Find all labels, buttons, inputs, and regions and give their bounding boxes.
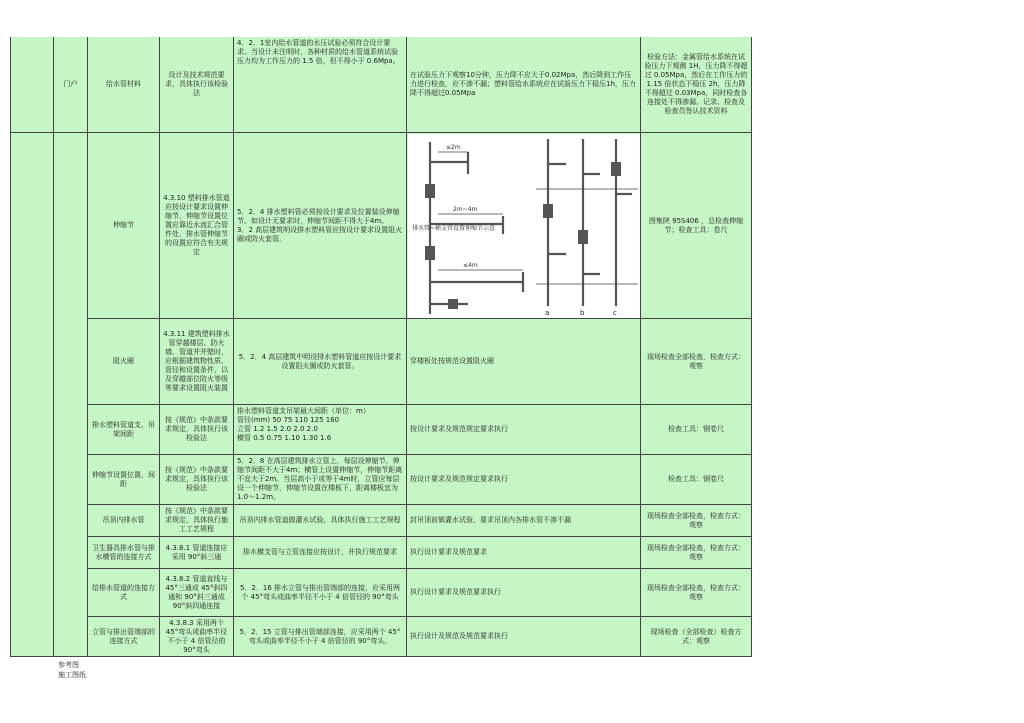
row4-method: 按设计要求及规范规定要求执行 (407, 405, 641, 455)
row5-requirement: 5．2．8 在高层建筑排水立管上，每层设伸缩节，伸缩节间距不大于4m；横管上设置伸缩节，伸缩节距离不宜大于2m。当层高小于或等于4m时，立管应每层设一个伸缩节，伸缩节设置在楼板下，距离楼板宜为1.0～1.2m。 (234, 455, 407, 505)
row9-standard: 4.3.8.3 采用两个 45°弯头或曲率半径不小于 4 倍管径的 90°弯头 (160, 617, 234, 657)
row7-item: 卫生器具排水管与排水横管的连接方式 (88, 537, 160, 569)
row1-method: 在试验压力下观察10分钟，压力降不应大于0.02Mpa，然后降到工作压力进行检查，应不渗不漏；塑料管给水系统应在试验压力下稳压1h，压力降不得超过0.05Mpa (407, 37, 641, 133)
row5-standard: 按《规范》中条款要求规定，具体执行该检验法 (160, 455, 234, 505)
row9-inspection: 现场检查（全部检查）检查方式：观察 (641, 617, 752, 657)
row5-method: 按设计要求及规范规定要求执行 (407, 455, 641, 505)
row2-standard: 4.3.10 塑料排水管道应按设计要求设置伸缩节，伸缩节设置位置应靠近水流汇合管件处，排水管伸缩节的设置应符合有关规定 (160, 133, 234, 319)
row3-method: 穿楼板处按规范设置阻火圈 (407, 319, 641, 405)
row2-requirement: 5．2．4 排水塑料管必须按设计要求及位置装设伸缩节。如设计无要求时，伸缩节间距不得大于4m。 3．2 高层建筑明设排水塑料管应按设计要求设置阻火圈或防火套管。 (234, 133, 407, 319)
row1-standard: 设计及技术规范要求，具体执行该检验法 (160, 37, 234, 133)
row2-item: 伸缩节 (88, 133, 160, 319)
row5-item: 伸缩节设置位置、间距 (88, 455, 160, 505)
row3-requirement: 5．2．4 高层建筑中明设排水塑料管道应按设计要求设置阻火圈或防火套管。 (234, 319, 407, 405)
row4-item: 排水塑料管道支、吊架间距 (88, 405, 160, 455)
row1-item: 给水管材料 (88, 37, 160, 133)
row4-requirement: 排水塑料管道支吊架最大间距（单位：m） 管径(mm) 50 75 110 125 160 立管 1.2 1.5 2.0 2.0 2.0 横管 0.5 0.75 1.10 1.30 1.6 (234, 405, 407, 455)
row3-standard: 4.3.11 建筑塑料排水管穿越楼层、防火墙、管道井井壁时，应根据建筑物性质、管径和设置条件，以及穿越部位防火等级等要求设置阻火装置 (160, 319, 234, 405)
row7-standard: 4.3.8.1 管道连接应采用 90°斜三通 (160, 537, 234, 569)
row4-inspection: 检查工具：钢卷尺 (641, 405, 752, 455)
row8-requirement: 5．2．16 排水立管与排出管端部的连接，应采用两个 45°弯头或曲率半径不小于 4 倍管径的 90°弯头 (234, 569, 407, 617)
row6-method: 封吊顶前做灌水试验，要求吊顶内各排水管不渗不漏 (407, 505, 641, 537)
diagram-label-c: c (613, 309, 617, 317)
row7-method: 执行设计要求及规范要求 (407, 537, 641, 569)
row6-standard: 按《规范》中条款要求规定，具体执行施工工艺规程 (160, 505, 234, 537)
inspection-table (10, 37, 752, 657)
row9-item: 立管与排出管端部的连接方式 (88, 617, 160, 657)
row8-item: 给排水管道的连接方式 (88, 569, 160, 617)
row1-requirement: 4．2．1室内给水管道的水压试验必须符合设计要求。当设计未注明时，各种材质的给水管道系统试验压力均为工作压力的 1.5 倍，但不得小于 0.6Mpa。 (234, 37, 407, 133)
footer-note: 参考图 施工图纸 (58, 661, 86, 679)
diagram-label-a: a (545, 309, 550, 317)
dim-label-1: ≤2m (446, 144, 461, 151)
pipe-layout-drawing (408, 134, 640, 318)
row7-inspection: 现场检查全部检查，检查方式：观察 (641, 537, 752, 569)
row5-inspection: 检查工具：钢卷尺 (641, 455, 752, 505)
row3-item: 阻火圈 (88, 319, 160, 405)
row9-method: 执行设计及规范及规范要求执行 (407, 617, 641, 657)
row8-method: 执行设计要求及规范要求执行 (407, 569, 641, 617)
expansion-joint-diagram (408, 134, 640, 318)
row1-inspection: 检验方法：金属管给水系统在试验压力下观测 1H，压力降不得超过 0.05Mpa，然后在工作压力的 1.15 倍状态下稳压 2h，压力降不得超过 0.03Mpa，同时检查各连接处不得渗漏。记录、检查及检查员签认技术资料 (641, 37, 752, 133)
row1-category: 门户 (54, 37, 88, 133)
dim-label-3: ≤4m (463, 262, 478, 269)
row6-inspection: 现场检查全部检查，检查方式：观察 (641, 505, 752, 537)
dim-label-2: 2m~4m (453, 206, 478, 213)
row7-requirement: 排水横支管与立管连接应按设计，并执行规范要求 (234, 537, 407, 569)
row8-inspection: 现场检查全部检查，检查方式：观察 (641, 569, 752, 617)
diagram-note: 排水管~横支管设置伸缩节示意 (412, 225, 496, 232)
row9-requirement: 5．2．15 立管与排出管端部连接，应采用两个 45°弯头或曲率半径不小于 4 倍管径的 90°弯头。 (234, 617, 407, 657)
row2-inspection: 图集陕 95S406 ，总检查伸缩节；检查工具：卷尺 (641, 133, 752, 319)
diagram-label-b: b (580, 309, 585, 317)
row6-requirement: 吊顶内排水管道做灌水试验，具体执行施工工艺规程 (234, 505, 407, 537)
row4-standard: 按《规范》中条款要求规定，具体执行该检验法 (160, 405, 234, 455)
row8-standard: 4.3.8.2 管道直线与 45°三通或 45°斜四通和 90°斜三通或 90°斜四通连接 (160, 569, 234, 617)
row6-item: 吊顶内排水管 (88, 505, 160, 537)
row3-inspection: 现场检查全部检查，检查方式：观察 (641, 319, 752, 405)
